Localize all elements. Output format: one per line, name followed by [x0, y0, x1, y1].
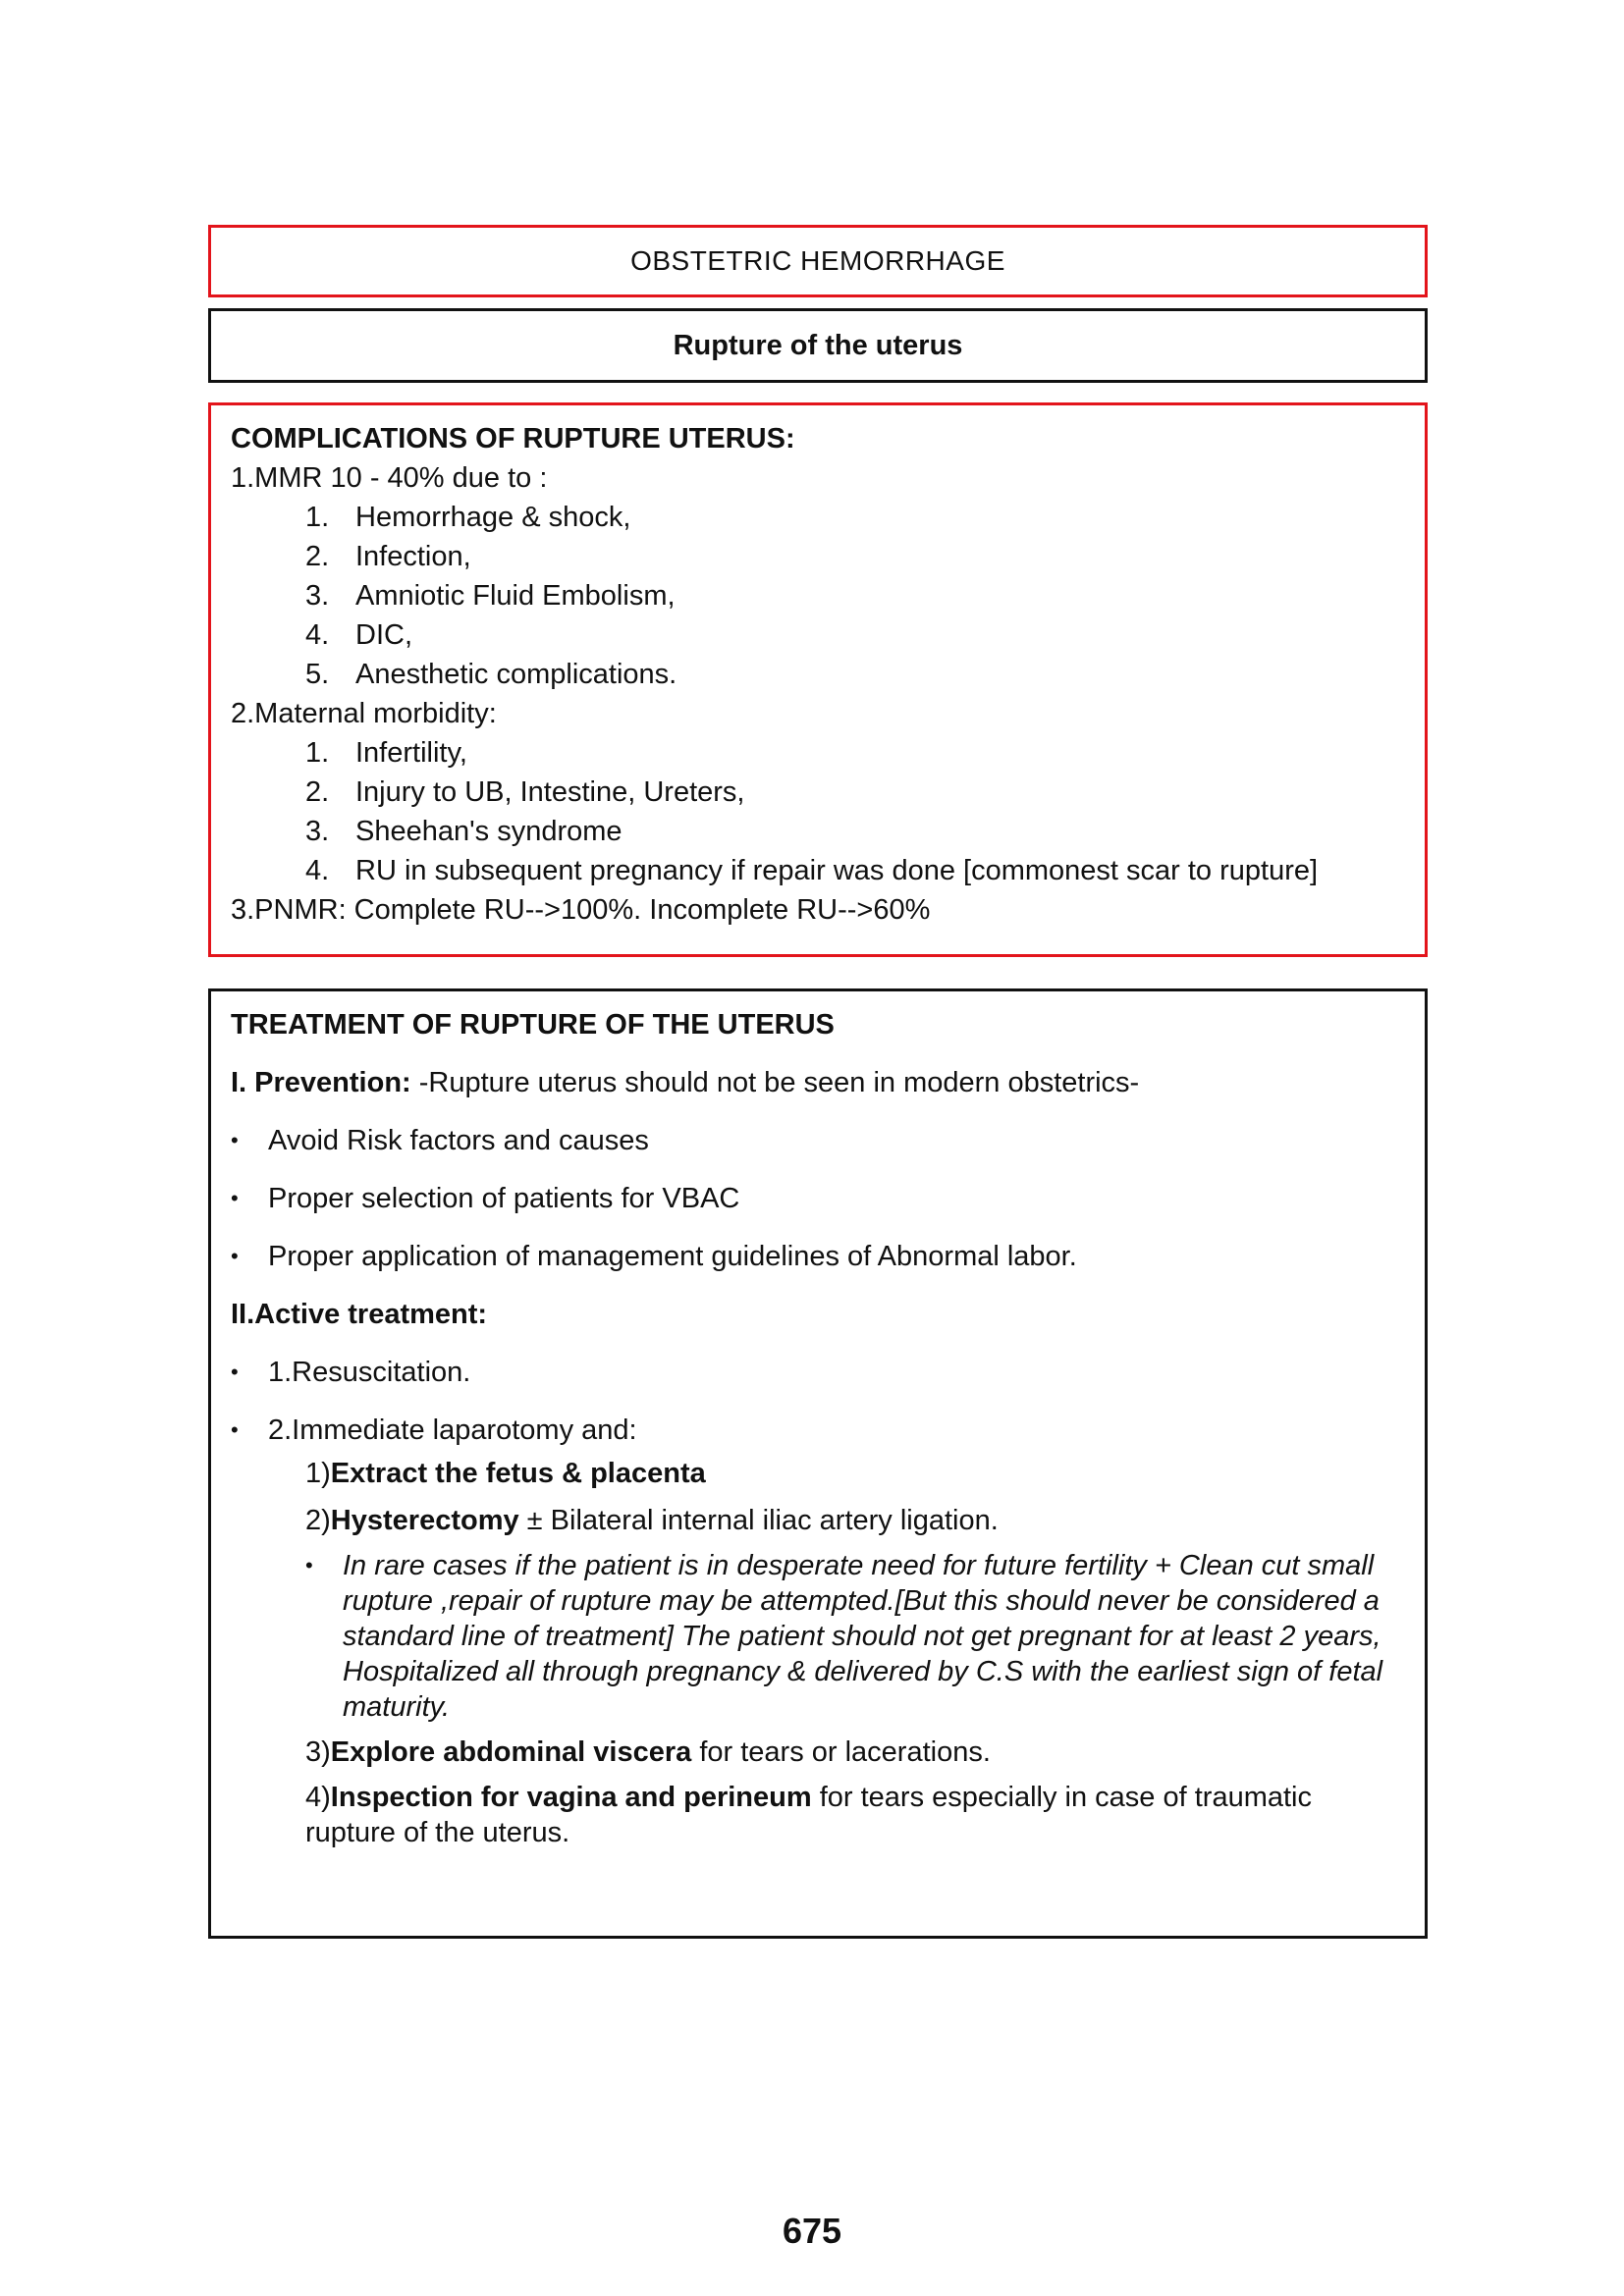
- prevention-bullet: [231, 1121, 1405, 1160]
- list-item: [231, 733, 1405, 773]
- prevention-bullet: [231, 1179, 1405, 1218]
- list-item: [231, 498, 1405, 537]
- step-text: ± Bilateral internal iliac artery ligation.: [518, 1505, 999, 1536]
- step-item: [231, 1454, 1405, 1493]
- step-item: [231, 1733, 1405, 1772]
- step-bold-text: Explore abdominal viscera: [330, 1736, 692, 1768]
- prevention-bullet: [231, 1237, 1405, 1276]
- item-number: 3.: [305, 816, 330, 847]
- step-bold-text: Inspection for vagina and perineum: [330, 1782, 812, 1813]
- step-text: for tears or lacerations.: [691, 1736, 991, 1768]
- pnmr-line: 3.PNMR: Complete RU-->100%. Incomplete RU-->60%: [231, 894, 931, 926]
- mmr-list: [231, 498, 1405, 694]
- item-text: DIC,: [355, 619, 412, 651]
- list-item: [231, 576, 1405, 615]
- item-text: Anesthetic complications.: [355, 659, 677, 690]
- step-bold-text: Hysterectomy: [330, 1505, 519, 1536]
- bullet-icon: •: [231, 1186, 239, 1210]
- morbidity-label: 2.Maternal morbidity:: [231, 698, 497, 729]
- list-item: [231, 615, 1405, 655]
- active-bullet: [231, 1353, 1405, 1392]
- item-text: Infection,: [355, 541, 471, 572]
- bullet-text: Proper selection of patients for VBAC: [268, 1183, 740, 1214]
- morbidity-list: [231, 733, 1405, 890]
- item-number: 1.: [305, 502, 330, 533]
- item-text: Sheehan's syndrome: [355, 816, 623, 847]
- note-text: In rare cases if the patient is in desperate need for future fertility + Clean cut small rupture ,repair of rupture may be attempted.[But this should never be considered a standard line of treatment] The patient should not get pregnant for at least 2 years, Hospitalized all through pregnancy & delivered by C.S with the earliest sign of fetal maturity.: [343, 1550, 1383, 1723]
- active-bullet: [231, 1411, 1405, 1450]
- page-number: 675: [782, 2211, 842, 2251]
- prevention-text: -Rupture uterus should not be seen in modern obstetrics-: [410, 1067, 1140, 1098]
- item-number: 3.: [305, 580, 330, 612]
- item-number: 4.: [305, 855, 330, 886]
- list-item: [231, 537, 1405, 576]
- bullet-text: 1.Resuscitation.: [268, 1357, 471, 1388]
- item-text: RU in subsequent pregnancy if repair was done [commonest scar to rupture]: [355, 855, 1319, 886]
- list-item: [231, 851, 1405, 890]
- treatment-heading: TREATMENT OF RUPTURE OF THE UTERUS: [231, 1009, 835, 1041]
- item-number: 1.: [305, 737, 330, 769]
- bullet-icon: •: [231, 1360, 239, 1384]
- item-text: Injury to UB, Intestine, Ureters,: [355, 776, 745, 808]
- step-bold-text: Extract the fetus & placenta: [330, 1458, 706, 1489]
- bullet-icon: •: [231, 1128, 239, 1152]
- item-text: Infertility,: [355, 737, 467, 769]
- treatment-section: [208, 988, 1428, 1939]
- complications-section: [208, 402, 1428, 957]
- step-item: [231, 1501, 1405, 1540]
- topic-title: Rupture of the uterus: [673, 329, 963, 361]
- bullet-icon: •: [231, 1244, 239, 1268]
- mmr-label: 1.MMR 10 - 40% due to :: [231, 462, 548, 494]
- item-number: 5.: [305, 659, 330, 690]
- list-item: [231, 812, 1405, 851]
- item-number: 2.: [305, 541, 330, 572]
- step-number: 3): [305, 1736, 331, 1768]
- bullet-icon: •: [231, 1417, 239, 1442]
- topic-title-box: [208, 308, 1428, 383]
- list-item: [231, 655, 1405, 694]
- bullet-text: Avoid Risk factors and causes: [268, 1125, 649, 1156]
- list-item: [231, 773, 1405, 812]
- active-treatment-label: II.Active treatment:: [231, 1299, 488, 1330]
- bullet-text: Proper application of management guidelines of Abnormal labor.: [268, 1241, 1077, 1272]
- item-number: 2.: [305, 776, 330, 808]
- prevention-line: [231, 1063, 1405, 1102]
- item-number: 4.: [305, 619, 330, 651]
- step-number: 1): [305, 1458, 331, 1489]
- prevention-label: I. Prevention:: [231, 1067, 411, 1098]
- step-number: 2): [305, 1505, 331, 1536]
- chapter-title: OBSTETRIC HEMORRHAGE: [630, 245, 1005, 276]
- item-text: Hemorrhage & shock,: [355, 502, 631, 533]
- chapter-title-box: [208, 225, 1428, 297]
- item-text: Amniotic Fluid Embolism,: [355, 580, 676, 612]
- step-item: [231, 1780, 1405, 1850]
- fertility-note: [305, 1548, 1405, 1725]
- bullet-icon: •: [305, 1553, 313, 1577]
- bullet-text: 2.Immediate laparotomy and:: [268, 1415, 637, 1446]
- step-number: 4): [305, 1782, 331, 1813]
- complications-heading: COMPLICATIONS OF RUPTURE UTERUS:: [231, 423, 795, 454]
- step-text: for tears especially in case of traumatic rupture of the uterus.: [305, 1782, 1312, 1848]
